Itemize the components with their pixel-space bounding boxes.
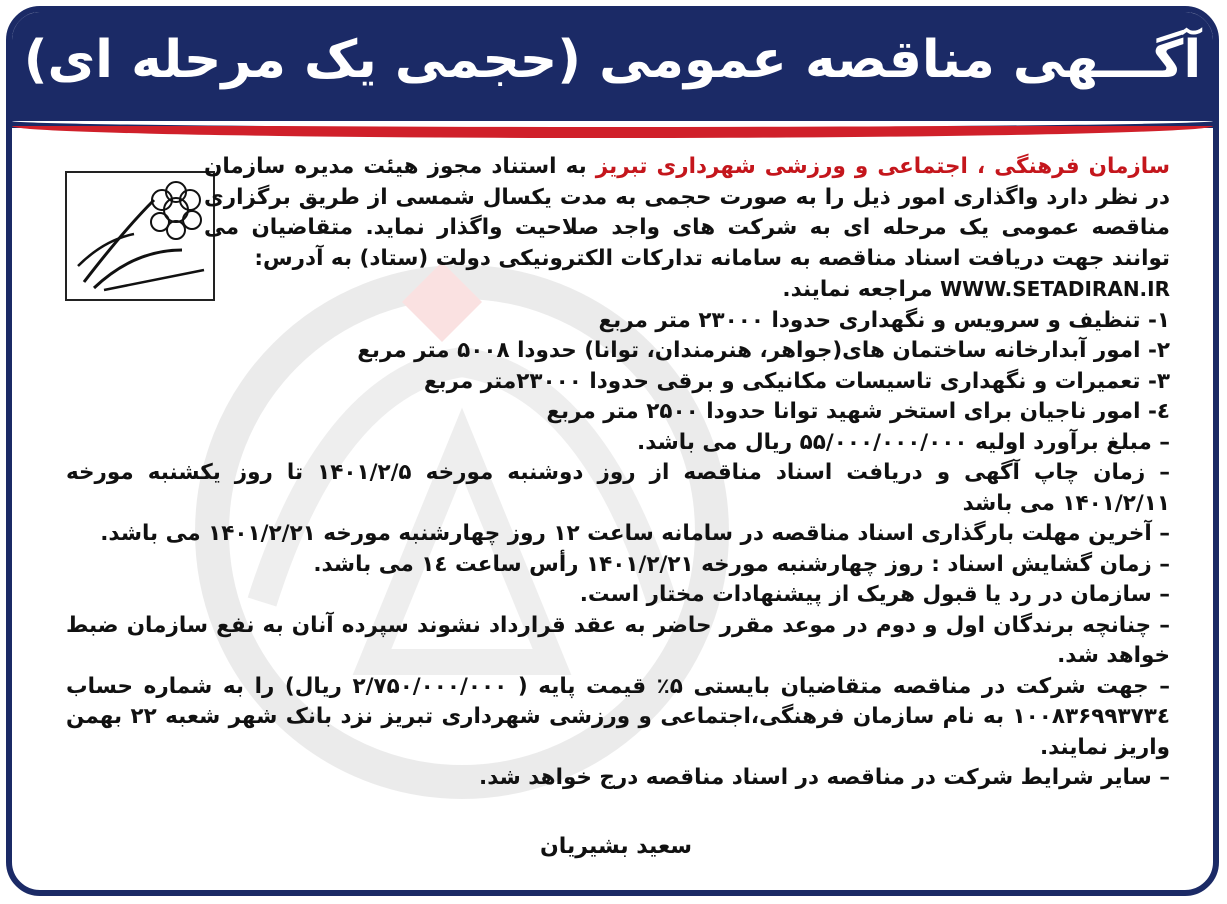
condition-item: – آخرین مهلت بارگذاری اسناد مناقصه در سامانه ساعت ۱۲ روز چهارشنبه مورخه ۱۴۰۱/۲/۲۱ می باشد.	[100, 521, 1170, 546]
intro-paragraph	[66, 152, 1170, 306]
list-item: ۲- امور آبدارخانه ساختمان های(جواهر، هنرمندان، توانا) حدودا ۵۰۰۸ متر مربع	[357, 338, 1170, 363]
list-item: ۱- تنظیف و سرویس و نگهداری حدودا ۲۳۰۰۰ متر مربع	[598, 307, 1170, 333]
condition-item: – سایر شرایط شرکت در مناقصه در اسناد مناقصه درج خواهد شد.	[479, 765, 1170, 790]
list-item: ۳- تعمیرات و نگهداری تاسیسات مکانیکی و برقی حدودا ۲۳۰۰۰متر مربع	[423, 368, 1170, 394]
header-red-stripe	[12, 126, 1213, 138]
condition-item: – زمان گشایش اسناد : روز چهارشنبه مورخه ۱۴۰۱/۲/۲۱ رأس ساعت ١٤ می باشد.	[313, 551, 1170, 577]
notice-body	[66, 152, 1170, 794]
signature-name: سعید بشیریان	[540, 834, 693, 859]
condition-item: – چنانچه برندگان اول و دوم در موعد مقرر حاضر به عقد قرارداد نشوند سپرده آنان به نفع سازمان ضبط خواهد شد.	[66, 612, 1170, 668]
website-link[interactable]: WWW.SETADIRAN.IR	[940, 277, 1170, 301]
condition-item: – سازمان در رد یا قبول هریک از پیشنهادات مختار است.	[579, 582, 1170, 607]
list-item: ٤- امور ناجیان برای استخر شهید توانا حدودا ۲۵۰۰ متر مربع	[546, 399, 1170, 424]
header-banner	[12, 12, 1213, 128]
notice-title: آگـــهی مناقصه عمومی (حجمی یک مرحله ای)	[23, 30, 1202, 90]
intro-text: به استناد مجوز هیئت مدیره سازمان در نظر دارد واگذاری امور ذیل را به صورت حجمی به مدت یکسال شمسی از طریق برگزاری مناقصه عمومی یک مرحله ای به شرکت های واجد صلاحیت واگذار نماید. متقاضیان می توانند جهت دریافت اسناد مناقصه به سامانه تدارکات الکترونیکی دولت (ستاد) به آدرس:	[204, 154, 1170, 271]
condition-item: – زمان چاپ آگهی و دریافت اسناد مناقصه از روز دوشنبه مورخه ۱۴۰۱/۲/۵ تا روز یکشنبه مورخه ۱۴۰۱/۲/۱۱ می باشد	[66, 460, 1170, 516]
logo-spacer	[54, 152, 204, 302]
condition-item: – مبلغ برآورد اولیه ۵۵/۰۰۰/۰۰۰/۰۰۰ ریال می باشد.	[637, 429, 1170, 455]
website-suffix: مراجعه نمایند.	[782, 277, 941, 302]
condition-item: – جهت شرکت در مناقصه متقاضیان بایستی ۵٪ قیمت پایه ( ۲/۷۵۰/۰۰۰/۰۰۰ ریال) را به شماره حساب ۱۰۰۸۳۶۹۹۳۷۳٤ به نام سازمان فرهنگی،اجتماعی و ورزشی شهرداری تبریز نزد بانک شهر شعبه ۲۲ بهمن واریز نمایند.	[66, 673, 1171, 760]
organization-name: سازمان فرهنگی ، اجتماعی و ورزشی شهرداری تبریز	[595, 154, 1170, 179]
